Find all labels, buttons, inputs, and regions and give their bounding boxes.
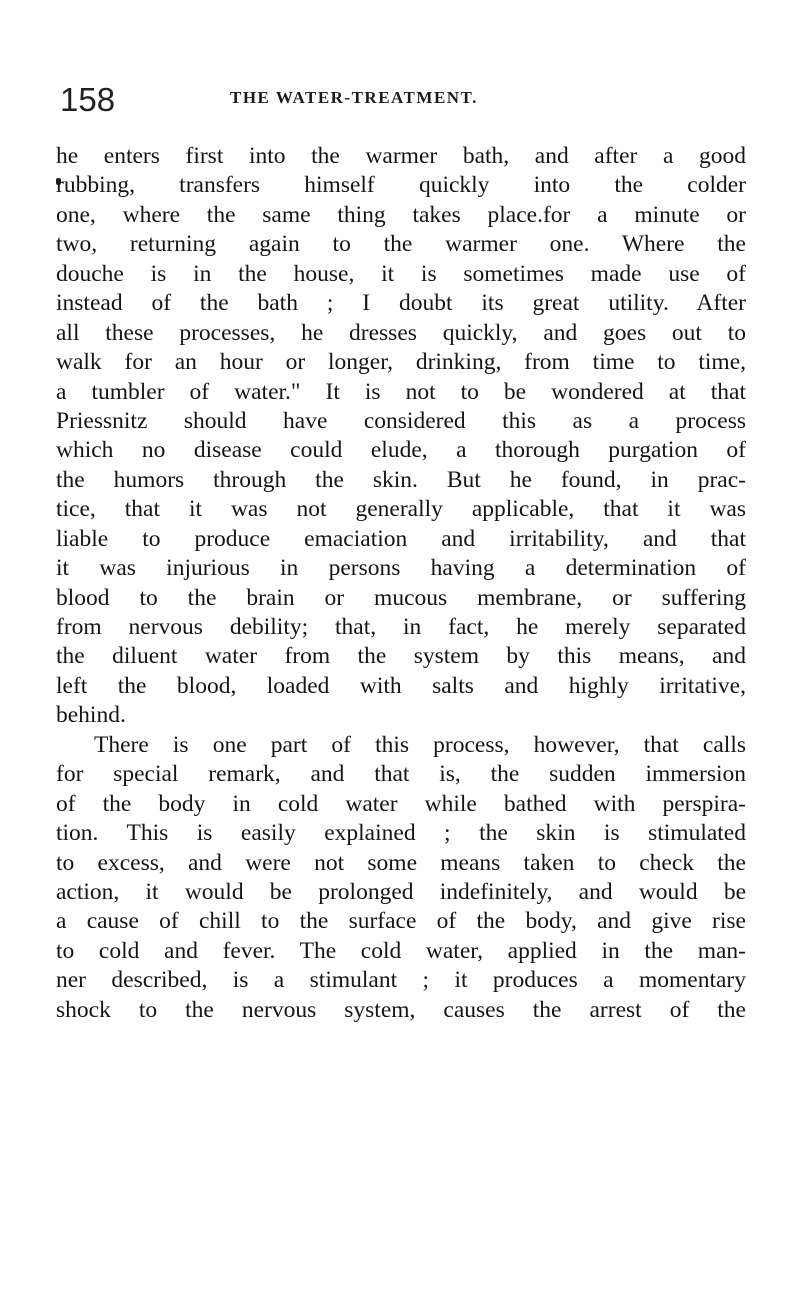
text-line: douche is in the house, it is sometimes made use of <box>56 260 746 287</box>
text-line: left the blood, loaded with salts and highly irritative, <box>56 672 746 699</box>
text-line: ner described, is a stimulant ; it produces a momentary <box>56 967 746 994</box>
body-text <box>56 142 746 1025</box>
paragraph-end-line: behind. <box>56 702 126 729</box>
text-line: Priessnitz should have considered this as a process <box>56 407 746 434</box>
paragraph-start-line: There is one part of this process, however, that calls <box>94 731 746 758</box>
text-line: all these processes, he dresses quickly, and goes out to <box>56 319 746 346</box>
page-number: 158 <box>60 81 116 118</box>
text-line: rubbing, transfers himself quickly into the colder <box>56 172 746 199</box>
text-line: one, where the same thing takes place.for a minute or <box>56 201 746 228</box>
text-line: a cause of chill to the surface of the body, and give rise <box>56 908 746 935</box>
text-line: action, it would be prolonged indefinitely, and would be <box>56 878 746 905</box>
text-line: to excess, and were not some means taken to check the <box>56 849 746 876</box>
text-line: tice, that it was not generally applicable, that it was <box>56 496 746 523</box>
text-line: the diluent water from the system by this means, and <box>56 643 746 670</box>
text-line: he enters first into the warmer bath, and after a good <box>56 143 746 169</box>
text-line: from nervous debility; that, in fact, he merely separated <box>56 614 746 640</box>
text-line: liable to produce emaciation and irritability, and that <box>56 525 746 552</box>
text-line: tion. This is easily explained ; the skin is stimulated <box>56 820 746 847</box>
text-line: a tumbler of water." It is not to be wondered at that <box>56 378 746 405</box>
text-line: it was injurious in persons having a determination of <box>56 555 746 582</box>
text-line: shock to the nervous system, causes the arrest of the <box>56 996 746 1023</box>
text-line: to cold and fever. The cold water, applied in the man- <box>56 937 746 964</box>
text-line: the humors through the skin. But he found, in prac- <box>56 466 746 493</box>
text-line: of the body in cold water while bathed with perspira- <box>56 790 746 817</box>
running-title: THE WATER-TREATMENT. <box>230 88 478 107</box>
text-line: instead of the bath ; I doubt its great utility. After <box>56 290 746 317</box>
text-line: blood to the brain or mucous membrane, or suffering <box>56 584 746 611</box>
text-line: for special remark, and that is, the sudden immersion <box>56 761 746 788</box>
text-line: which no disease could elude, a thorough purgation of <box>56 437 746 464</box>
text-line: walk for an hour or longer, drinking, from time to time, <box>56 349 746 376</box>
page-header <box>60 80 760 120</box>
text-line: two, returning again to the warmer one. Where the <box>56 231 746 258</box>
